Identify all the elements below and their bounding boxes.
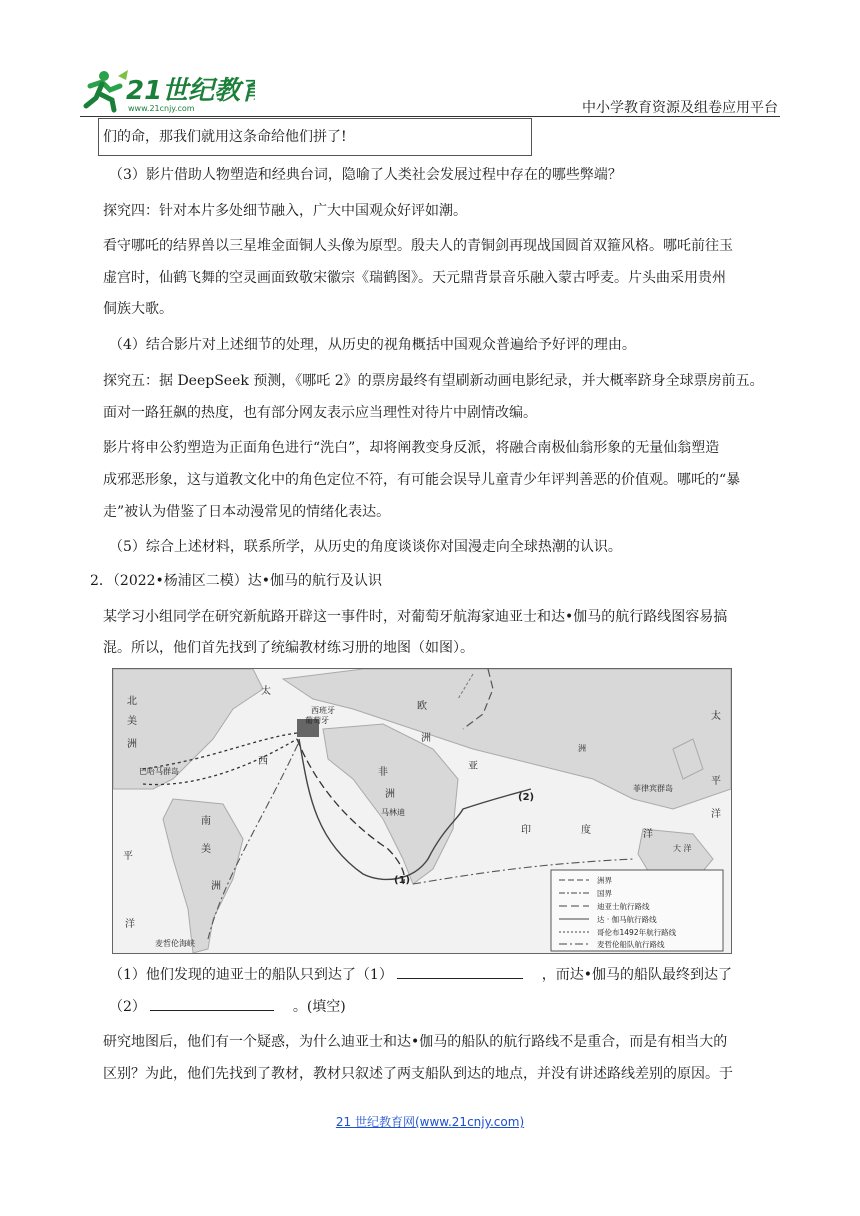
marker-1: (1) [394,875,411,886]
site-logo [80,66,255,114]
map-label: 美 [127,716,137,727]
map-label: 洲 [385,789,395,800]
map-label: 大 洋 [673,844,692,853]
map-label: 印 [521,825,531,836]
question-4: （4）结合影片对上述细节的处理，从历史的视角概括中国观众普遍给予好评的理由。 [109,337,636,353]
map-label: 太 [711,711,721,722]
q2-1-line-2 [109,996,346,1017]
map-label: 洋 [125,919,135,930]
legend-item: 哥伦布1492年航行路线 [597,928,677,937]
map-label: 西班牙 [311,706,335,715]
explore-4: 探究四：针对本片多处细节融入，广大中国观众好评如潮。 [103,203,467,219]
header-rule [80,116,780,117]
map-label: 平 [123,851,133,862]
question-2-title: 2．（2022•杨浦区二模）达•伽马的航行及认识 [90,573,383,589]
explore-5-line-1: 探究五：据 DeepSeek 预测，《哪吒 2》的票房最终有望刷新动画电影纪录，并大概率跻身全球票房前五。 [103,373,764,389]
map-label: 欧 [417,701,427,712]
map-label: 巴哈马群岛 [139,767,179,776]
map-label: 菲律宾群岛 [633,784,673,793]
question-5: （5）综合上述材料，联系所学，从历史的角度谈谈你对国漫走向全球热潮的认识。 [109,539,622,555]
logo-text: 21世纪教育 [126,76,255,106]
q2-1-part-d: 。(填空) [292,999,346,1015]
q2-intro-line-1: 某学习小组同学在研究新航路开辟这一事件时，对葡萄牙航海家迪亚士和达•伽马的航行路线图容易搞 [103,609,728,625]
para-1-line-3: 侗族大歌。 [103,301,173,317]
map-label: 西 [258,756,268,767]
logo-url: www.21cnjy.com [128,104,195,113]
map-label: 洲 [127,739,137,750]
map-label: 太 [261,686,271,697]
runner-icon [86,70,128,110]
footer-link[interactable]: 21 世纪教育网(www.21cnjy.com) [335,1115,525,1129]
map-label: 非 [378,767,388,778]
map-label: 马林迪 [381,808,405,817]
q2-1-part-b: ，而达•伽马的船队最终到达了 [541,967,732,983]
map-label: 亚 [468,761,478,772]
para-1-line-1: 看守哪吒的结界兽以三星堆金面铜人头像为原型。殷夫人的青铜剑再现战国圆首双箍风格。哪吒前往玉 [103,238,733,254]
reason-line-2: 区别？为此，他们先找到了教材，教材只叙述了两支船队到达的地点，并没有讲述路线差别的原因。于 [103,1066,733,1082]
quote-text: 们的命，那我们就用这条命给他们拼了! [103,129,347,145]
platform-title: 中小学教育资源及组卷应用平台 [582,100,778,116]
q2-1-line [109,964,732,985]
map-label: 洋 [643,829,653,840]
map-legend [551,870,723,951]
q2-1-part-c: （2） [109,999,146,1015]
legend-item: 国界 [597,889,612,898]
map-label: 葡萄牙 [305,716,329,725]
para-2-line-2: 成邪恶形象，这与道教文化中的角色定位不符，有可能会误导儿童青少年评判善恶的价值观。哪吒的“暴 [103,472,741,488]
answer-blank-2[interactable] [150,996,274,1011]
map-label: 洲 [578,744,586,753]
map-label: 洲 [211,881,221,892]
map-label: 洋 [711,809,721,820]
legend-item: 麦哲伦船队航行路线 [597,940,665,949]
legend-item: 洲界 [597,876,612,885]
question-3: （3）影片借助人物塑造和经典台词，隐喻了人类社会发展过程中存在的哪些弊端？ [109,167,622,183]
map-label: 麦哲伦海峡 [155,939,195,948]
para-2-line-3: 走”被认为借鉴了日本动漫常见的情绪化表达。 [103,504,391,520]
answer-blank-1[interactable] [397,964,523,979]
map-label: 美 [201,844,211,855]
legend-item: 迪亚士航行路线 [597,902,650,911]
reason-line-1: 研究地图后，他们有一个疑惑，为什么迪亚士和达•伽马的船队的航行路线不是重合，而是有相当大的 [103,1034,728,1050]
para-2-line-1: 影片将申公豹塑造为正面角色进行“洗白”，却将阐教变身反派，将融合南极仙翁形象的无量仙翁塑造 [103,440,720,456]
explore-5-line-2: 面对一路狂飙的热度，也有部分网友表示应当理性对待片中剧情改编。 [103,405,537,421]
para-1-line-2: 虚宫时，仙鹤飞舞的空灵画面致敬宋徽宗《瑞鹤图》。天元鼎背景音乐融入蒙古呼麦。片头曲采用贵州 [103,270,726,286]
route-map [112,668,732,954]
q2-intro-line-2: 混。所以，他们首先找到了统编教材练习册的地图（如图）。 [103,640,474,656]
legend-item: 达 · 伽马航行路线 [597,915,657,924]
map-label: 平 [711,776,721,787]
map-label: 洲 [421,733,431,744]
marker-2: (2) [518,792,535,803]
q2-1-part-a: （1）他们发现的迪亚士的船队只到达了（1） [109,967,393,983]
map-label: 北 [127,696,137,707]
map-label: 南 [201,816,211,827]
map-label: 度 [581,825,591,836]
